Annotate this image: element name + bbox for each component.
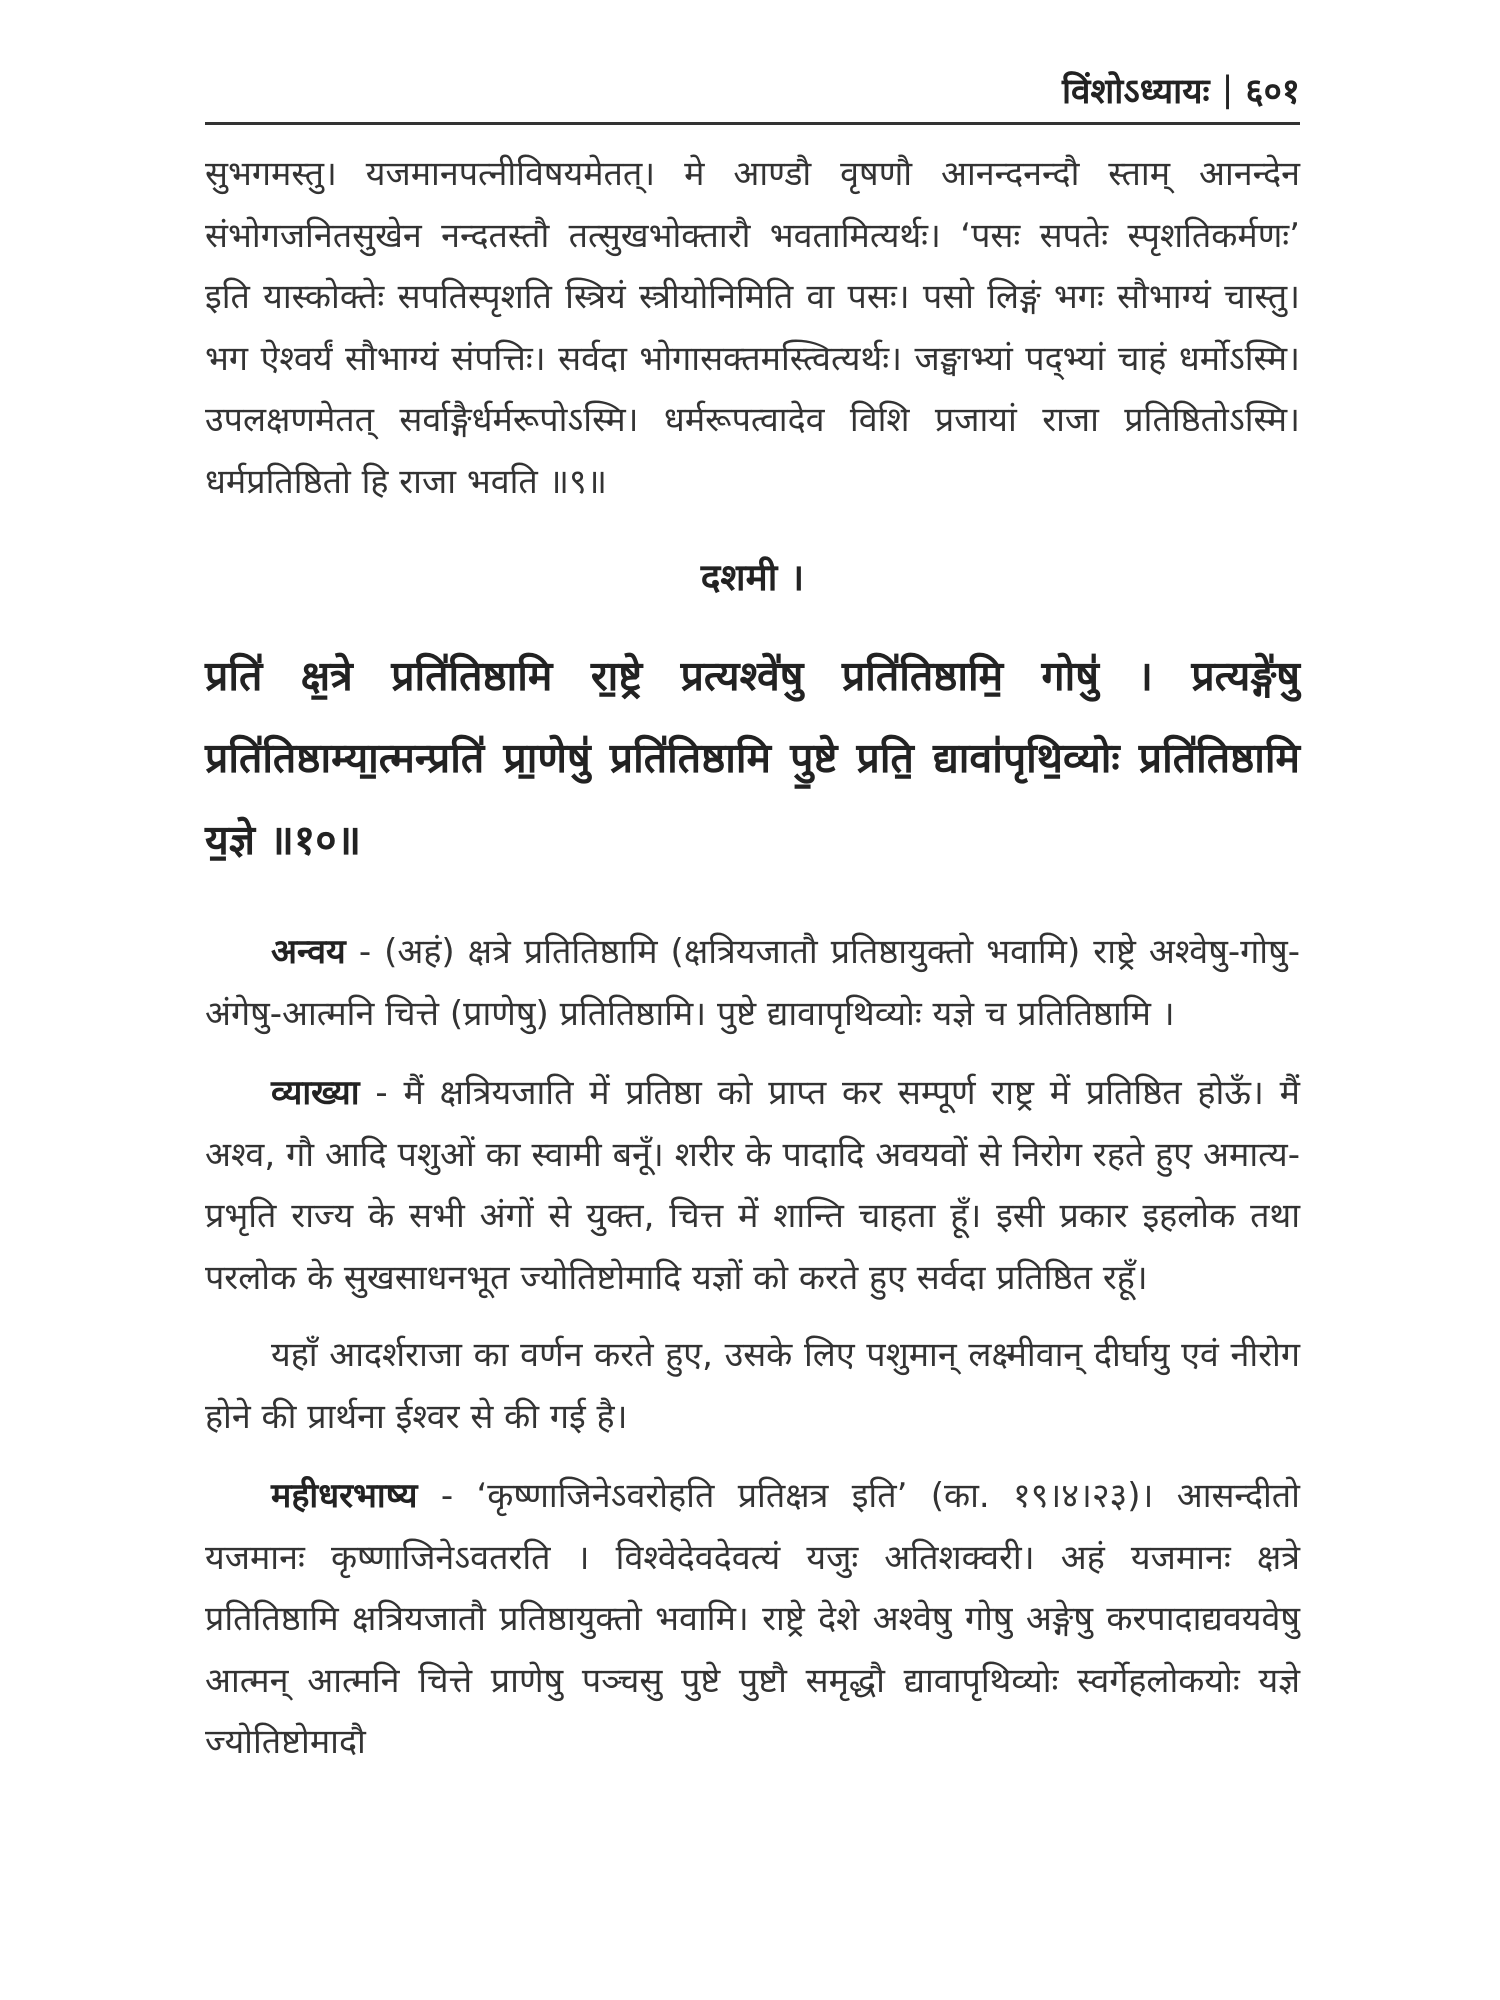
continuation-paragraph: सुभगमस्तु। यजमानपत्नीविषयमेतत्। मे आण्डौ वृषणौ आनन्दनन्दौ स्ताम् आनन्देन संभोगजनितसुखेन नन्दतस्तौ तत्सुखभोक्तारौ भवतामित्यर्थः। ‘पसः सपतेः स्पृशतिकर्मणः’ इति यास्कोक्तेः सपतिस्पृशति स्त्रियं स्त्रीयोनिमिति वा पसः। पसो लिङ्गं भगः सौभाग्यं चास्तु। भग ऐश्वर्यं सौभाग्यं संपत्तिः। सर्वदा भोगासक्तमस्त्वित्यर्थः। जङ्घाभ्यां पद्भ्यां चाहं धर्मोऽस्मि। उपलक्षणमेतत् सर्वाङ्गैर्धर्मरूपोऽस्मि। धर्मरूपत्वादेव विशि प्रजायां राजा प्रतिष्ठितोऽस्मि। धर्मप्रतिष्ठितो हि राजा भवति ॥९॥ (205, 154, 1300, 502)
mahidhara-text: - ‘कृष्णाजिनेऽवरोहति प्रतिक्षत्र इति’ (का. १९।४।२३)। आसन्दीतो यजमानः कृष्णाजिनेऽवतरति । विश्वेदेवदेवत्यं यजुः अतिशक्वरी। अहं यजमानः क्षत्रे प्रतितिष्ठामि क्षत्रियजातौ प्रतिष्ठायुक्तो भवामि। राष्ट्रे देशे अश्वेषु गोषु अङ्गेषु करपादाद्यवयवेषु आत्मन् आत्मनि चित्ते प्राणेषु पञ्चसु पुष्टे पुष्टौ समृद्धौ द्यावापृथिव्योः स्वर्गेहलोकयोः यज्ञे ज्योतिष्टोमादौ (205, 1476, 1300, 1762)
vyakhya-text: - मैं क्षत्रियजाति में प्रतिष्ठा को प्राप्त कर सम्पूर्ण राष्ट्र में प्रतिष्ठित होऊँ। मैं अश्व, गौ आदि पशुओं का स्वामी बनूँ। शरीर के पादादि अवयवों से निरोग रहते हुए अमात्य-प्रभृति राज्य के सभी अंगों से युक्त, चित्त में शान्ति चाहता हूँ। इसी प्रकार इहलोक तथा परलोक के सुखसाधनभूत ज्योतिष्टोमादि यज्ञों को करते हुए सर्वदा प्रतिष्ठित रहूँ। (205, 1073, 1300, 1298)
mahidhara-paragraph (205, 1466, 1300, 1774)
chapter-title: विंशोऽध्यायः (1061, 71, 1210, 112)
anvaya-paragraph (205, 922, 1300, 1045)
running-header (205, 58, 1300, 125)
anvaya-text: - (अहं) क्षत्रे प्रतितिष्ठामि (क्षत्रियजातौ प्रतिष्ठायुक्तो भवामि) राष्ट्रे अश्वेषु-गोषु-अंगेषु-आत्मनि चित्ते (प्राणेषु) प्रतितिष्ठामि। पुष्टे द्यावापृथिव्योः यज्ञे च प्रतितिष्ठामि । (205, 932, 1300, 1034)
vyakhya-paragraph (205, 1063, 1300, 1309)
page-number: ६०१ (1245, 71, 1300, 112)
summary-paragraph: यहाँ आदर्शराजा का वर्णन करते हुए, उसके लिए पशुमान् लक्ष्मीवान् दीर्घायु एवं नीरोग होने की प्रार्थना ईश्वर से की गई है। (205, 1335, 1300, 1437)
section-heading: दशमी । (700, 556, 805, 599)
header-separator: | (1221, 70, 1234, 110)
vyakhya-label: व्याख्या (271, 1073, 360, 1113)
mahidhara-label: महीधरभाष्य (271, 1476, 418, 1516)
anvaya-label: अन्वय (271, 932, 346, 972)
mantra-verse: प्रति॑ क्ष॒त्रे प्रति॑तिष्ठामि रा॒ष्ट्रे प्रत्यश्वे॑षु प्रति॑तिष्ठामि॒ गोषु॑ । प्रत्यङ्गे॑षु प्रति॑तिष्ठाम्या॒त्मन्प्रति॑ प्रा॒णेषु॑ प्रति॑तिष्ठामि पु॒ष्टे प्रति॒ द्यावा॑पृथि॒व्योः प्रति॑तिष्ठामि य॒ज्ञे ॥१०॥ (205, 652, 1300, 864)
page-content (205, 138, 1300, 1774)
